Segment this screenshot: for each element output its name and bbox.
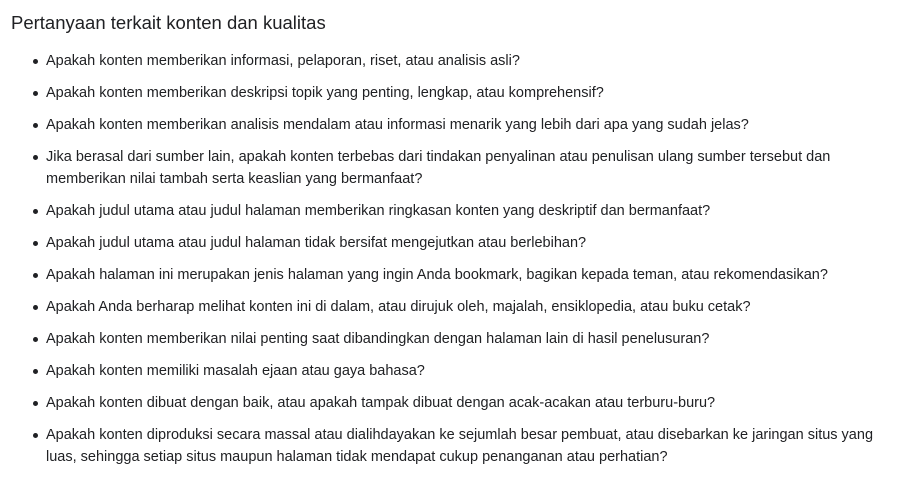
bullet-icon	[33, 241, 38, 246]
list-item	[11, 296, 900, 318]
bullet-icon	[33, 209, 38, 214]
question-text: Apakah konten memberikan nilai penting saat dibandingkan dengan halaman lain di hasil penelusuran?	[46, 331, 710, 347]
list-item	[11, 424, 900, 468]
bullet-icon	[33, 123, 38, 128]
list-item	[11, 232, 900, 254]
bullet-icon	[33, 369, 38, 374]
question-text: Jika berasal dari sumber lain, apakah konten terbebas dari tindakan penyalinan atau penulisan ulang sumber tersebut dan memberikan nilai tambah serta keaslian yang bermanfaat?	[46, 149, 831, 187]
question-list	[11, 50, 900, 468]
list-item	[11, 360, 900, 382]
question-text: Apakah Anda berharap melihat konten ini di dalam, atau dirujuk oleh, majalah, ensiklopedia, atau buku cetak?	[46, 299, 751, 315]
bullet-icon	[33, 273, 38, 278]
list-item	[11, 392, 900, 414]
question-text: Apakah konten memberikan deskripsi topik yang penting, lengkap, atau komprehensif?	[46, 85, 604, 101]
list-item	[11, 328, 900, 350]
list-item	[11, 114, 900, 136]
bullet-icon	[33, 433, 38, 438]
bullet-icon	[33, 337, 38, 342]
list-item	[11, 146, 900, 190]
section-title: Pertanyaan terkait konten dan kualitas	[11, 12, 326, 33]
question-text: Apakah konten memberikan informasi, pelaporan, riset, atau analisis asli?	[46, 53, 520, 69]
question-text: Apakah konten memiliki masalah ejaan atau gaya bahasa?	[46, 363, 425, 379]
list-item	[11, 50, 900, 72]
bullet-icon	[33, 401, 38, 406]
bullet-icon	[33, 305, 38, 310]
list-item	[11, 82, 900, 104]
question-text: Apakah konten dibuat dengan baik, atau apakah tampak dibuat dengan acak-acakan atau terburu-buru?	[46, 395, 716, 411]
bullet-icon	[33, 155, 38, 160]
question-text: Apakah konten memberikan analisis mendalam atau informasi menarik yang lebih dari apa yang sudah jelas?	[46, 117, 749, 133]
question-text: Apakah konten diproduksi secara massal atau dialihdayakan ke sejumlah besar pembuat, atau disebarkan ke jaringan situs yang luas, sehingga setiap situs maupun halaman tidak mendapat cukup penanganan atau perhatian?	[46, 427, 874, 465]
question-text: Apakah judul utama atau judul halaman memberikan ringkasan konten yang deskriptif dan bermanfaat?	[46, 203, 711, 219]
list-item	[11, 264, 900, 286]
bullet-icon	[33, 91, 38, 96]
list-item	[11, 200, 900, 222]
bullet-icon	[33, 59, 38, 64]
question-text: Apakah judul utama atau judul halaman tidak bersifat mengejutkan atau berlebihan?	[46, 235, 587, 251]
question-text: Apakah halaman ini merupakan jenis halaman yang ingin Anda bookmark, bagikan kepada teman, atau rekomendasikan?	[46, 267, 828, 283]
